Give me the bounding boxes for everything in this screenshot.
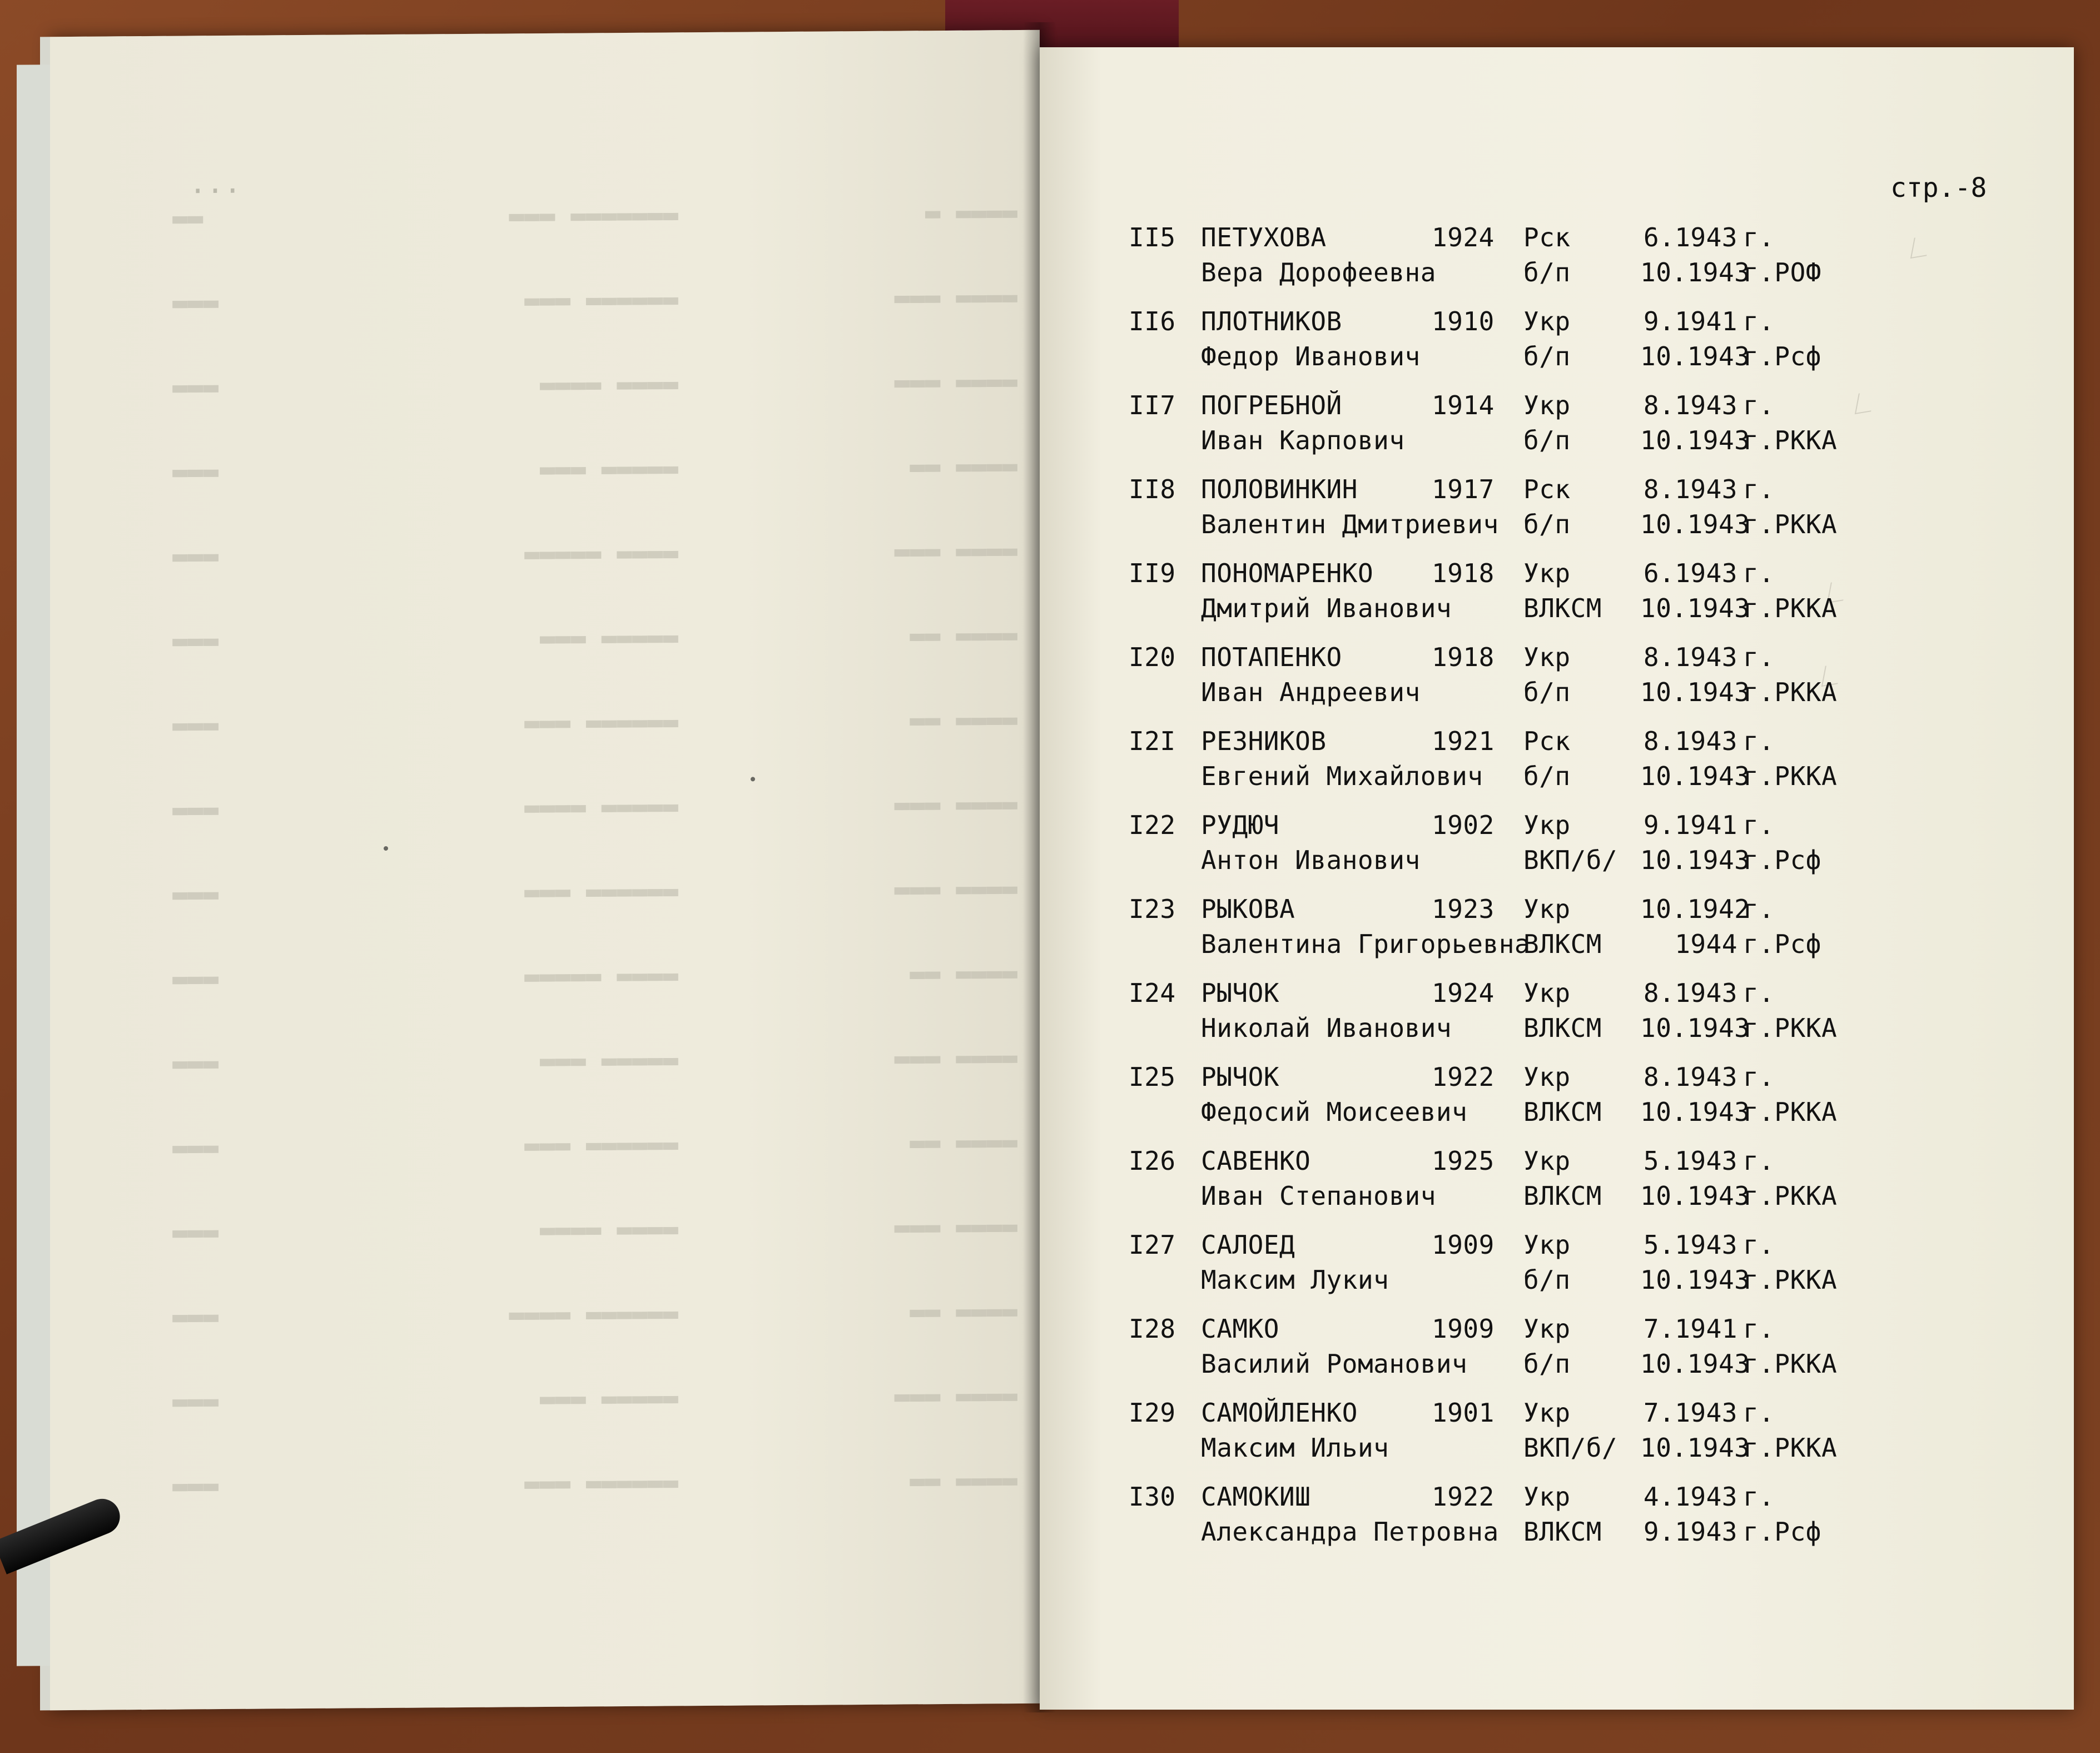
party-affiliation: ВЛКСМ xyxy=(1523,593,1602,623)
surname: РЫКОВА xyxy=(1201,894,1295,924)
entry-number: II6 xyxy=(1129,306,1176,336)
date-end: 9.1943 xyxy=(1643,1517,1737,1547)
given-names: Федосий Моисеевич xyxy=(1201,1097,1468,1127)
nationality: Укр xyxy=(1523,1398,1571,1428)
bleed-through-mark: ··· xyxy=(189,174,241,208)
entry-number: I25 xyxy=(1129,1062,1176,1092)
register-entry xyxy=(1129,1398,1879,1482)
birth-year: 1909 xyxy=(1432,1314,1495,1344)
register-entry xyxy=(1129,474,1879,558)
given-names: Вера Дорофеевна xyxy=(1201,257,1436,287)
date-start-suffix: г. xyxy=(1743,1314,1775,1344)
nationality: Укр xyxy=(1523,1146,1571,1176)
date-end-suffix: г.Рсф xyxy=(1743,845,1821,875)
surname: ПОГРЕБНОЙ xyxy=(1201,390,1342,420)
birth-year: 1909 xyxy=(1432,1230,1495,1260)
date-start-suffix: г. xyxy=(1743,726,1775,756)
birth-year: 1921 xyxy=(1432,726,1495,756)
date-start: 10.1942 xyxy=(1640,894,1750,924)
date-end-suffix: г.РККА xyxy=(1743,761,1838,791)
date-start-suffix: г. xyxy=(1743,1062,1775,1092)
register-entry xyxy=(1129,1062,1879,1146)
nationality: Рск xyxy=(1523,222,1571,252)
date-end-suffix: г.РККА xyxy=(1743,1433,1838,1463)
surname: САМКО xyxy=(1201,1314,1279,1344)
given-names: Максим Лукич xyxy=(1201,1265,1389,1295)
date-start: 9.1941 xyxy=(1643,306,1737,336)
entry-number: I24 xyxy=(1129,978,1176,1008)
date-start: 8.1943 xyxy=(1643,642,1737,672)
party-affiliation: б/п xyxy=(1523,257,1571,287)
date-start: 4.1943 xyxy=(1643,1482,1737,1512)
date-start: 5.1943 xyxy=(1643,1146,1737,1176)
date-end: 10.1943 xyxy=(1640,509,1750,539)
date-end-suffix: г.Рсф xyxy=(1743,341,1821,371)
entry-number: II7 xyxy=(1129,390,1176,420)
date-end-suffix: г.РОФ xyxy=(1743,257,1821,287)
party-affiliation: б/п xyxy=(1523,425,1571,455)
party-affiliation: ВЛКСМ xyxy=(1523,1181,1602,1211)
given-names: Федор Иванович xyxy=(1201,341,1421,371)
nationality: Укр xyxy=(1523,810,1571,840)
birth-year: 1902 xyxy=(1432,810,1495,840)
date-end: 10.1943 xyxy=(1640,1433,1750,1463)
register-entry xyxy=(1129,1146,1879,1230)
nationality: Укр xyxy=(1523,1062,1571,1092)
surname: ПЛОТНИКОВ xyxy=(1201,306,1342,336)
surname: РЫЧОК xyxy=(1201,978,1279,1008)
date-end: 10.1943 xyxy=(1640,425,1750,455)
nationality: Укр xyxy=(1523,1314,1571,1344)
party-affiliation: ВЛКСМ xyxy=(1523,1517,1602,1547)
date-end: 10.1943 xyxy=(1640,1265,1750,1295)
date-end: 1944 xyxy=(1675,929,1737,959)
date-end-suffix: г.РККА xyxy=(1743,425,1838,455)
surname: ПОНОМАРЕНКО xyxy=(1201,558,1374,588)
entry-number: II8 xyxy=(1129,474,1176,504)
surname: РУДЮЧ xyxy=(1201,810,1279,840)
register-list xyxy=(1129,222,1879,1566)
date-start: 6.1943 xyxy=(1643,222,1737,252)
page-number: стр.-8 xyxy=(1890,172,1987,203)
date-start-suffix: г. xyxy=(1743,474,1775,504)
nationality: Рск xyxy=(1523,474,1571,504)
register-entry xyxy=(1129,306,1879,390)
date-end: 10.1943 xyxy=(1640,1181,1750,1211)
party-affiliation: б/п xyxy=(1523,1349,1571,1379)
date-end: 10.1943 xyxy=(1640,845,1750,875)
given-names: Василий Романович xyxy=(1201,1349,1468,1379)
register-entry xyxy=(1129,978,1879,1062)
date-end-suffix: г.РККА xyxy=(1743,1349,1838,1379)
birth-year: 1917 xyxy=(1432,474,1495,504)
ink-dot xyxy=(751,777,755,781)
date-start: 5.1943 xyxy=(1643,1230,1737,1260)
nationality: Укр xyxy=(1523,390,1571,420)
date-end: 10.1943 xyxy=(1640,593,1750,623)
entry-number: I2I xyxy=(1129,726,1176,756)
date-start-suffix: г. xyxy=(1743,306,1775,336)
bleed-through-text: ▬▬▬▬ ▬ ▬▬▬▬▬▬▬ ▬▬▬ ▬▬ ▬▬▬▬ ▬▬▬ ▬▬▬▬▬▬ ▬▬▬ ▬▬▬ ▬▬▬▬ ▬▬▬ ▬▬▬▬ ▬▬▬▬ ▬▬▬ ▬▬▬▬ ▬▬ ▬▬▬▬▬ ▬▬▬ ▬▬▬ ▬▬▬▬ ▬▬▬ ▬▬▬▬ ▬▬▬▬▬ ▬▬▬ ▬▬▬▬ ▬▬ ▬▬▬▬▬ ▬▬▬ ▬▬▬ ▬▬▬▬ ▬▬ ▬▬▬▬▬▬ ▬▬▬ ▬▬▬ ▬▬▬▬ ▬▬▬ ▬▬▬▬▬ ▬▬▬▬ ▬▬▬ ▬▬▬▬ ▬▬▬ ▬▬▬▬▬▬ ▬▬▬ ▬▬▬ ▬▬▬▬ ▬▬ ▬▬▬▬ ▬▬▬▬▬ ▬▬▬ ▬▬▬▬ ▬▬▬ ▬▬▬▬▬ ▬▬▬ ▬▬▬ ▬▬▬▬ ▬▬ ▬▬▬▬▬▬ ▬▬▬ ▬▬▬ ▬▬▬▬ ▬▬▬ ▬▬▬▬ ▬▬▬▬ ▬▬▬ ▬▬▬▬ ▬▬ ▬▬▬▬▬▬ ▬▬▬▬ ▬▬▬ ▬▬▬▬ ▬▬▬ ▬▬▬▬▬ ▬▬▬ ▬▬▬ ▬▬▬▬ ▬▬ ▬▬▬▬▬▬ ▬▬▬ ▬▬▬ xyxy=(172,197,1017,1501)
date-end-suffix: г.РККА xyxy=(1743,1265,1838,1295)
party-affiliation: ВЛКСМ xyxy=(1523,929,1602,959)
birth-year: 1922 xyxy=(1432,1482,1495,1512)
party-affiliation: ВЛКСМ xyxy=(1523,1097,1602,1127)
date-start-suffix: г. xyxy=(1743,1146,1775,1176)
register-entry xyxy=(1129,810,1879,894)
date-start-suffix: г. xyxy=(1743,1398,1775,1428)
register-entry xyxy=(1129,390,1879,474)
party-affiliation: ВЛКСМ xyxy=(1523,1013,1602,1043)
given-names: Александра Петровна xyxy=(1201,1517,1499,1547)
entry-number: I22 xyxy=(1129,810,1176,840)
given-names: Дмитрий Иванович xyxy=(1201,593,1452,623)
given-names: Иван Андреевич xyxy=(1201,677,1421,707)
surname: САЛОЕД xyxy=(1201,1230,1295,1260)
date-end-suffix: г.РККА xyxy=(1743,1097,1838,1127)
date-start-suffix: г. xyxy=(1743,642,1775,672)
ink-dot xyxy=(384,846,388,851)
given-names: Иван Карпович xyxy=(1201,425,1405,455)
date-start: 6.1943 xyxy=(1643,558,1737,588)
nationality: Рск xyxy=(1523,726,1571,756)
nationality: Укр xyxy=(1523,978,1571,1008)
date-end: 10.1943 xyxy=(1640,677,1750,707)
surname: ПЕТУХОВА xyxy=(1201,222,1327,252)
birth-year: 1918 xyxy=(1432,558,1495,588)
date-end-suffix: г.Рсф xyxy=(1743,1517,1821,1547)
register-entry xyxy=(1129,558,1879,642)
register-entry xyxy=(1129,726,1879,810)
date-end: 10.1943 xyxy=(1640,257,1750,287)
date-start-suffix: г. xyxy=(1743,390,1775,420)
date-end-suffix: г.РККА xyxy=(1743,677,1838,707)
date-end: 10.1943 xyxy=(1640,1013,1750,1043)
surname: ПОТАПЕНКО xyxy=(1201,642,1342,672)
nationality: Укр xyxy=(1523,1230,1571,1260)
birth-year: 1910 xyxy=(1432,306,1495,336)
surname: САМОЙЛЕНКО xyxy=(1201,1398,1358,1428)
party-affiliation: ВКП/б/ xyxy=(1523,1433,1618,1463)
date-end-suffix: г.РККА xyxy=(1743,593,1838,623)
entry-number: I26 xyxy=(1129,1146,1176,1176)
party-affiliation: б/п xyxy=(1523,509,1571,539)
surname: РЕЗНИКОВ xyxy=(1201,726,1327,756)
pencil-check-mark xyxy=(1910,235,1930,259)
register-entry xyxy=(1129,222,1879,306)
entry-number: I30 xyxy=(1129,1482,1176,1512)
date-start-suffix: г. xyxy=(1743,894,1775,924)
date-start: 7.1943 xyxy=(1643,1398,1737,1428)
party-affiliation: ВКП/б/ xyxy=(1523,845,1618,875)
date-start-suffix: г. xyxy=(1743,558,1775,588)
date-start-suffix: г. xyxy=(1743,1230,1775,1260)
date-end: 10.1943 xyxy=(1640,761,1750,791)
date-end: 10.1943 xyxy=(1640,341,1750,371)
given-names: Максим Ильич xyxy=(1201,1433,1389,1463)
given-names: Николай Иванович xyxy=(1201,1013,1452,1043)
given-names: Валентин Дмитриевич xyxy=(1201,509,1499,539)
date-start: 9.1941 xyxy=(1643,810,1737,840)
surname: ПОЛОВИНКИН xyxy=(1201,474,1358,504)
birth-year: 1924 xyxy=(1432,978,1495,1008)
surname: РЫЧОК xyxy=(1201,1062,1279,1092)
nationality: Укр xyxy=(1523,306,1571,336)
birth-year: 1914 xyxy=(1432,390,1495,420)
entry-number: I29 xyxy=(1129,1398,1176,1428)
register-entry xyxy=(1129,642,1879,726)
entry-number: II5 xyxy=(1129,222,1176,252)
register-entry xyxy=(1129,1314,1879,1398)
date-start: 8.1943 xyxy=(1643,390,1737,420)
birth-year: 1918 xyxy=(1432,642,1495,672)
party-affiliation: б/п xyxy=(1523,341,1571,371)
date-end: 10.1943 xyxy=(1640,1097,1750,1127)
birth-year: 1923 xyxy=(1432,894,1495,924)
date-start-suffix: г. xyxy=(1743,1482,1775,1512)
left-page xyxy=(50,30,1040,1710)
party-affiliation: б/п xyxy=(1523,1265,1571,1295)
date-start: 8.1943 xyxy=(1643,978,1737,1008)
date-start-suffix: г. xyxy=(1743,222,1775,252)
entry-number: II9 xyxy=(1129,558,1176,588)
entry-number: I23 xyxy=(1129,894,1176,924)
date-start: 8.1943 xyxy=(1643,726,1737,756)
register-entry xyxy=(1129,894,1879,978)
party-affiliation: б/п xyxy=(1523,761,1571,791)
date-start-suffix: г. xyxy=(1743,978,1775,1008)
nationality: Укр xyxy=(1523,1482,1571,1512)
date-end-suffix: г.РККА xyxy=(1743,509,1838,539)
date-end-suffix: г.РККА xyxy=(1743,1181,1838,1211)
birth-year: 1922 xyxy=(1432,1062,1495,1092)
date-end: 10.1943 xyxy=(1640,1349,1750,1379)
given-names: Евгений Михайлович xyxy=(1201,761,1483,791)
party-affiliation: б/п xyxy=(1523,677,1571,707)
surname: САМОКИШ xyxy=(1201,1482,1311,1512)
birth-year: 1924 xyxy=(1432,222,1495,252)
given-names: Иван Степанович xyxy=(1201,1181,1436,1211)
date-end-suffix: г.РККА xyxy=(1743,1013,1838,1043)
nationality: Укр xyxy=(1523,894,1571,924)
date-start: 8.1943 xyxy=(1643,474,1737,504)
birth-year: 1925 xyxy=(1432,1146,1495,1176)
given-names: Валентина Григорьевна xyxy=(1201,929,1531,959)
date-start: 8.1943 xyxy=(1643,1062,1737,1092)
date-end-suffix: г.Рсф xyxy=(1743,929,1821,959)
register-entry xyxy=(1129,1230,1879,1314)
birth-year: 1901 xyxy=(1432,1398,1495,1428)
date-start: 7.1941 xyxy=(1643,1314,1737,1344)
register-entry xyxy=(1129,1482,1879,1566)
entry-number: I20 xyxy=(1129,642,1176,672)
entry-number: I28 xyxy=(1129,1314,1176,1344)
surname: САВЕНКО xyxy=(1201,1146,1311,1176)
entry-number: I27 xyxy=(1129,1230,1176,1260)
nationality: Укр xyxy=(1523,642,1571,672)
given-names: Антон Иванович xyxy=(1201,845,1421,875)
nationality: Укр xyxy=(1523,558,1571,588)
date-start-suffix: г. xyxy=(1743,810,1775,840)
